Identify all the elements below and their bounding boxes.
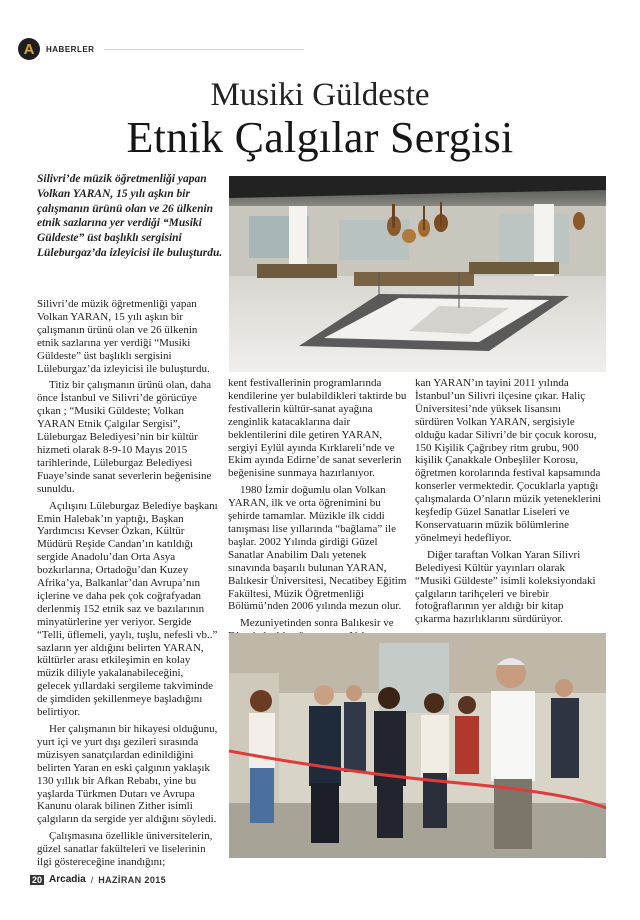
- magazine-logo-icon: A: [18, 38, 40, 60]
- footer-separator: /: [90, 874, 94, 885]
- lead-paragraph: Silivri’de müzik öğretmenliği yapan Volkan YARAN, 15 yılı aşkın bir çalışmanın ürünü olan ve 26 ülkenin etnik sazlarına yer verdiği “Musiki Güldeste” üst başlıklı sergisini Lüleburgaz’da izleyicisi ile buluşturdu.: [37, 173, 223, 259]
- section-header: [18, 38, 304, 60]
- article-column-1: [37, 298, 218, 873]
- article-column-3: [415, 377, 601, 630]
- opening-ceremony-photo: [229, 633, 606, 858]
- paragraph: Titiz bir çalışmanın ürünü olan, daha önce İstanbul ve Silivri’de görücüye çıkan ; “Musiki Güldeste; Volkan YARAN Etnik Çalgılar Sergisi”, Lüleburgaz Belediyesi’nin bir kültür hizmeti olarak 8-9-10 Mayıs 2015 tarihlerinde, Lüleburgaz Belediyesi Fuaye’sinde sanat severlerin beğenisine sunuldu.: [37, 379, 212, 495]
- ribbon-cutting-illustration: [229, 633, 606, 858]
- section-label: HABERLER: [46, 44, 95, 54]
- paragraph: kent festivallerinin programlarında kendilerine yer bulabildikleri taktirde bu festivallerin kültür-sanat ayağına zenginlik katacaklarına dair beklentilerini dile getiren YARAN, sergiyi Eylül ayında Kırklareli’nde ve Ekim ayında Edirne’de sanat severlerin beğenisine sunmaya hazırlanıyor.: [228, 377, 407, 480]
- headline-line-1: Musiki Güldeste: [210, 77, 430, 113]
- page-footer: [30, 874, 166, 885]
- paragraph: kan YARAN’ın tayini 2011 yılında İstanbul’un Silivri ilçesine çıkar. Haliç Üniversitesi’nde yüksek lisansını sürdüren Volkan YARAN, sergisiyle olduğu kadar Silivri’de bir çocuk korosu, 150 Kişilik Çağrıbey ritm grubu, 900 kişilik Çanakkale Onbeşliler Korosu, öğretmen korolarında festival kapsamında konserler vermektedir. Çocuklarla yaptığı çalışmalarda O’nların müzik yeteneklerini keşfedip Güzel Sanatlar Liseleri ve Konservatuarın müzik bölümlerine yönelmeyi hedefliyor.: [415, 377, 602, 544]
- headline-line-2: Etnik Çalgılar Sergisi: [126, 113, 514, 162]
- paragraph: Diğer taraftan Volkan Yaran Silivri Belediyesi Kültür yayınları olarak “Musiki Güldeste” isimli koleksiyondaki çalgıların tarihçeleri ve birebir fotoğraflarının yer aldığı bir kitap çıkarma hazırlıklarını sürdürüyor.: [415, 548, 596, 626]
- paragraph: 1980 İzmir doğumlu olan Volkan YARAN, ilk ve orta öğrenimini bu şehirde tamamlar. Müzikle ilk ciddi tanışması lise yıllarında “bağlama” ile başlar. 2002 Yılında girdiği Güzel Sanatlar Anabilim Dalı yetenek sınavında başarılı bulunan YARAN, Balıkesir Üniversitesi, Necatibey Eğitim Fakültesi, Müzik Öğretmenliği Bölümü’nden 2006 yılında mezun olur.: [228, 484, 407, 613]
- paragraph: Çalışmasına özellikle üniversitelerin, güzel sanatlar fakülteleri ve liselerinin ilgi göstereceğine inandığını;: [37, 830, 213, 869]
- page-number: 20: [32, 874, 43, 885]
- article-column-2: [228, 377, 409, 647]
- issue-date: HAZİRAN 2015: [98, 874, 167, 885]
- paragraph: Silivri’de müzik öğretmenliği yapan Volkan YARAN, 15 yılı aşkın bir çalışmanın ürünü olan ve 26 ülkenin etnik sazlarına yer verdiği “Musiki Güldeste” üst başlıklı sergisini Lüleburgaz’da izleyicisi ile buluşturdu.: [37, 298, 210, 375]
- exhibition-hall-illustration: [229, 176, 606, 372]
- section-divider: [104, 49, 304, 50]
- magazine-brand: Arcadia: [49, 874, 86, 885]
- paragraph: Açılışını Lüleburgaz Belediye başkanı Emin Halebak’ın yaptığı, Başkan Yardımcısı Kevser Özkan, Kültür Müdürü Reşide Candan’ın katıldığı sergide Anadolu’dan Orta Asya bozkırlarına, Ortadoğu’dan Kuzey Afrika’ya, Balkanlar’dan Avrupa’nın içlerine ve daha pek çok coğrafyadan derlenmiş 152 etnik saz ve bazılarının minyatürlerine yer veriyor. Sergide “Telli, üflemeli, yaylı, tuşlu, nefesli vb..” sazların yer aldığını belirten YARAN, kültürler arası etkileşimin en kolay müzik diliyle yakalanabileceğini, gelecek yıllardaki sergileme takviminde de şimdiden şekillenmeye başladığını belirtiyor.: [37, 499, 218, 719]
- exhibition-hall-photo: [229, 176, 606, 372]
- paragraph: Her çalışmanın bir hikayesi olduğunu, yurt içi ve yurt dışı gezileri sırasında müzisyen sanatçılardan edinildiğini belirten Yaran en eski çalgının yaklaşık 130 yıllık bir Afkan Rebabı, yine bu yaşlarda Türkmen Dutarı ve Avrupa Kanunu olarak bilinen Zither isimli çalgıların da sergide yer aldığını söyledi.: [37, 723, 218, 826]
- paragraph: Mezuniyetinden sonra Balıkesir ve: [240, 617, 394, 630]
